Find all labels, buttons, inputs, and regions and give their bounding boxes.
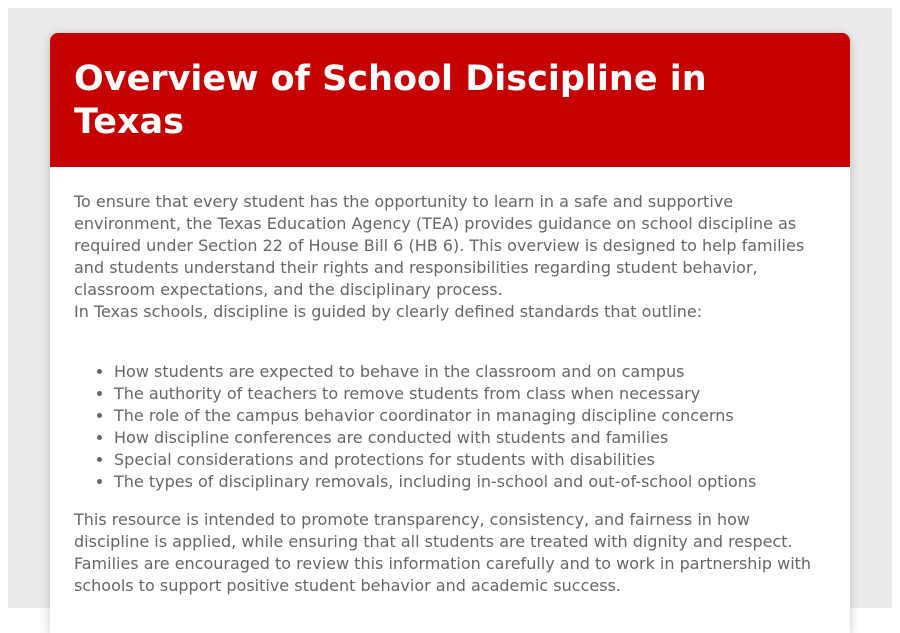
closing-paragraph: This resource is intended to promote transparency, consistency, and fairness in how discipline is applied, while ensuring that all students are treated with dignity and respect. Families are encouraged to review this information carefully and to work in partnership with schools to support positive student behavior and academic success. <box>74 510 812 595</box>
list-item: • Special considerations and protections for students with disabilities <box>114 449 826 471</box>
list-item: • The role of the campus behavior coordinator in managing discipline concerns <box>114 405 826 427</box>
lead-paragraph: In Texas schools, discipline is guided by clearly defined standards that outline: <box>74 302 703 321</box>
header-banner <box>50 33 850 167</box>
article-body <box>50 167 850 597</box>
list-item: • How students are expected to behave in the classroom and on campus <box>114 361 826 383</box>
standards-list <box>74 361 826 493</box>
page-title: Overview of School Discipline in Texas <box>74 59 707 142</box>
list-item: • The types of disciplinary removals, including in-school and out-of-school options <box>114 471 826 493</box>
list-item: • How discipline conferences are conducted with students and families <box>114 427 826 449</box>
content-card <box>50 33 850 633</box>
intro-paragraph: To ensure that every student has the opportunity to learn in a safe and supportive environment, the Texas Education Agency (TEA) provides guidance on school discipline as required under Section 22 of House Bill 6 (HB 6). This overview is designed to help families and students understand their rights and responsibilities regarding student behavior, classroom expectations, and the disciplinary process. <box>74 192 805 299</box>
spacer <box>74 323 826 361</box>
page-background <box>8 8 892 608</box>
list-item: • The authority of teachers to remove students from class when necessary <box>114 383 826 405</box>
